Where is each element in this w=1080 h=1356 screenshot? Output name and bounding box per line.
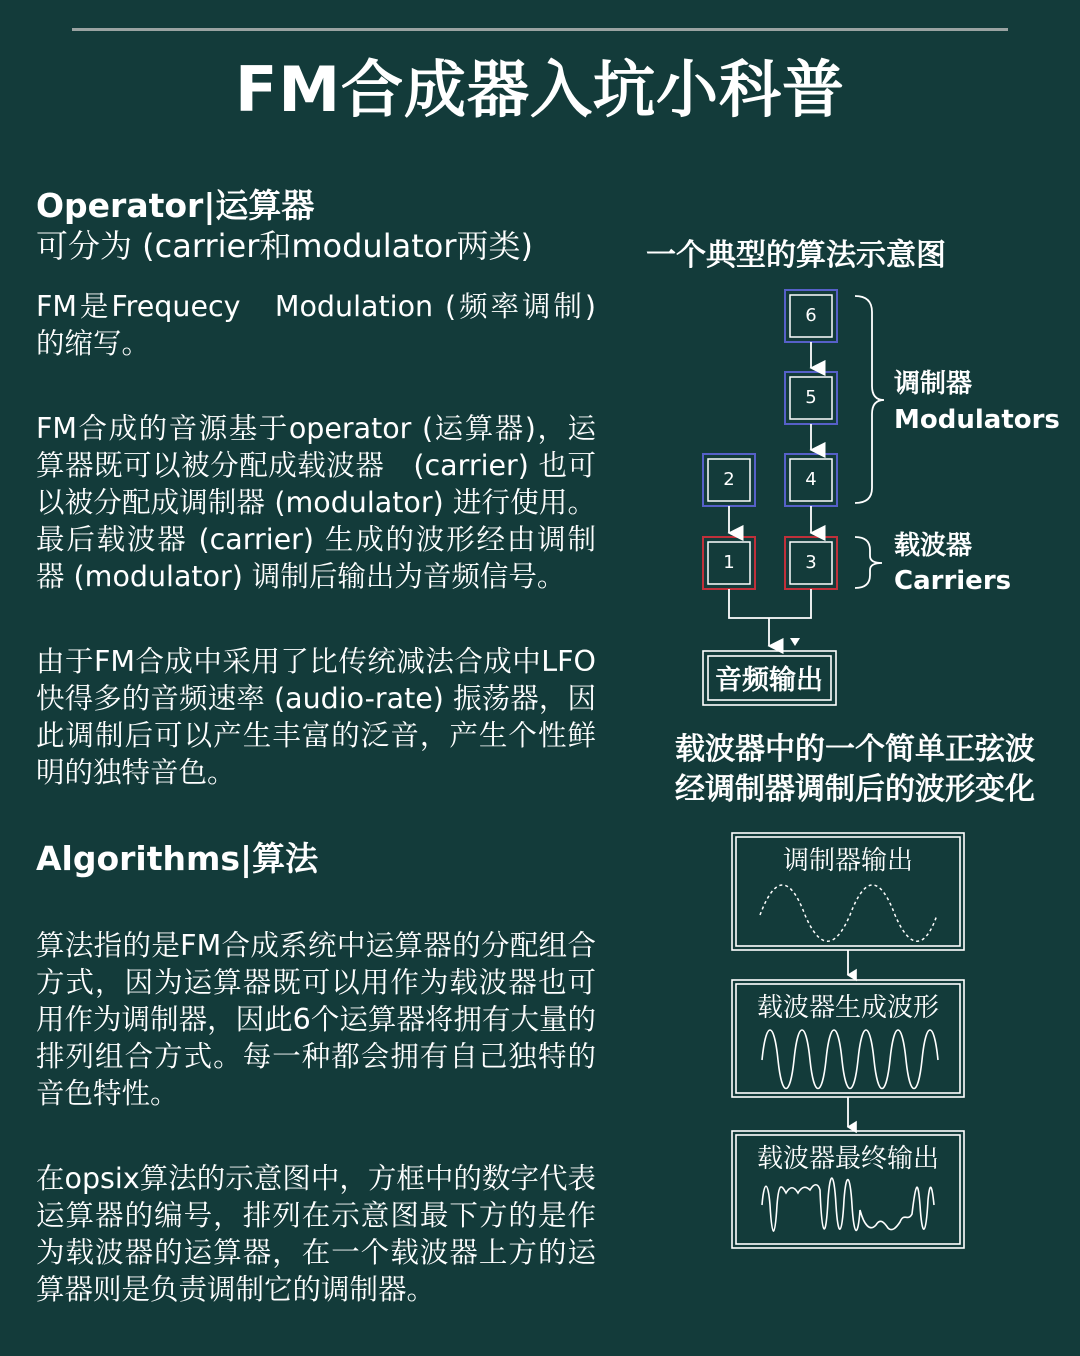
audio-output-label: 音频输出 (715, 665, 823, 696)
carrier-wave-label: 载波器生成波形 (756, 993, 940, 1023)
operator-2-box (703, 454, 755, 506)
waveform-title-line2: 经调制器调制后的波形变化 (675, 772, 1035, 807)
carrier-merge-line (729, 589, 811, 618)
operator-subheading: 可分为 (carrier和modulator两类) (36, 227, 533, 265)
operator-4-label: 4 (805, 469, 817, 490)
carriers-label-cn: 载波器 (894, 531, 973, 561)
paragraph-opsix-diagram: 在opsix算法的示意图中，方框中的数字代表运算器的编号，排列在示意图最下方的是作为载波器的运算器，在一个载波器上方的运算器则是负责调制它的调制器。 (36, 1162, 596, 1306)
modulators-bracket (855, 296, 884, 503)
operator-1-box (703, 537, 755, 589)
paragraph-fm-definition: FM是Frequecy Modulation (频率调制) 的缩写。 (36, 290, 596, 360)
operator-5-box (785, 372, 837, 424)
page-title: FM合成器入坑小科普 (234, 53, 846, 126)
paragraph-operator-role: FM合成的音源基于operator (运算器)，运算器既可以被分配成载波器 (carrier) 也可以被分配成调制器 (modulator) 进行使用。最后载波器 (carrier) 生成的波形经由调制器 (modulator) 调制后输出为音频信号。 (36, 412, 596, 593)
algorithms-heading: Algorithms|算法 (36, 839, 319, 878)
paragraph-audio-rate: 由于FM合成中采用了比传统减法合成中LFO快得多的音频速率 (audio-rate) 振荡器，因此调制后可以产生丰富的泛音，产生个性鲜明的独特音色。 (36, 645, 596, 789)
small-arrow-mark (790, 638, 800, 646)
operator-2-label: 2 (723, 469, 735, 490)
operator-3-label: 3 (805, 552, 817, 573)
paragraph-algorithm-definition: 算法指的是FM合成系统中运算器的分配组合方式，因为运算器既可以用作为载波器也可用作为调制器，因此6个运算器将拥有大量的排列组合方式。每一种都会拥有自己独特的音色特性。 (36, 929, 596, 1110)
carriers-label-en: Carriers (894, 566, 1012, 596)
final-output-wave (762, 1178, 934, 1231)
audio-output-box (703, 651, 836, 705)
operator-3-box (785, 537, 837, 589)
operator-4-box (785, 454, 837, 506)
operator-1-label: 1 (723, 552, 735, 573)
final-output-box (732, 1131, 964, 1248)
modulator-output-box (732, 833, 964, 950)
carriers-bracket (855, 537, 882, 588)
operator-heading: Operator|运算器 (36, 186, 315, 225)
modulators-label-cn: 调制器 (894, 369, 973, 399)
modulators-label-en: Modulators (894, 405, 1060, 435)
carrier-wave-box (732, 980, 964, 1097)
algorithm-diagram-title: 一个典型的算法示意图 (646, 238, 946, 273)
waveform-title-line1: 载波器中的一个简单正弦波 (675, 732, 1035, 767)
operator-6-box (785, 290, 837, 342)
carrier-sine-wave (762, 1030, 938, 1089)
operator-6-label: 6 (805, 305, 817, 326)
modulator-sine-wave (760, 885, 937, 941)
operator-5-label: 5 (805, 387, 817, 408)
modulator-output-label: 调制器输出 (782, 846, 914, 876)
final-output-label: 载波器最终输出 (756, 1144, 940, 1174)
